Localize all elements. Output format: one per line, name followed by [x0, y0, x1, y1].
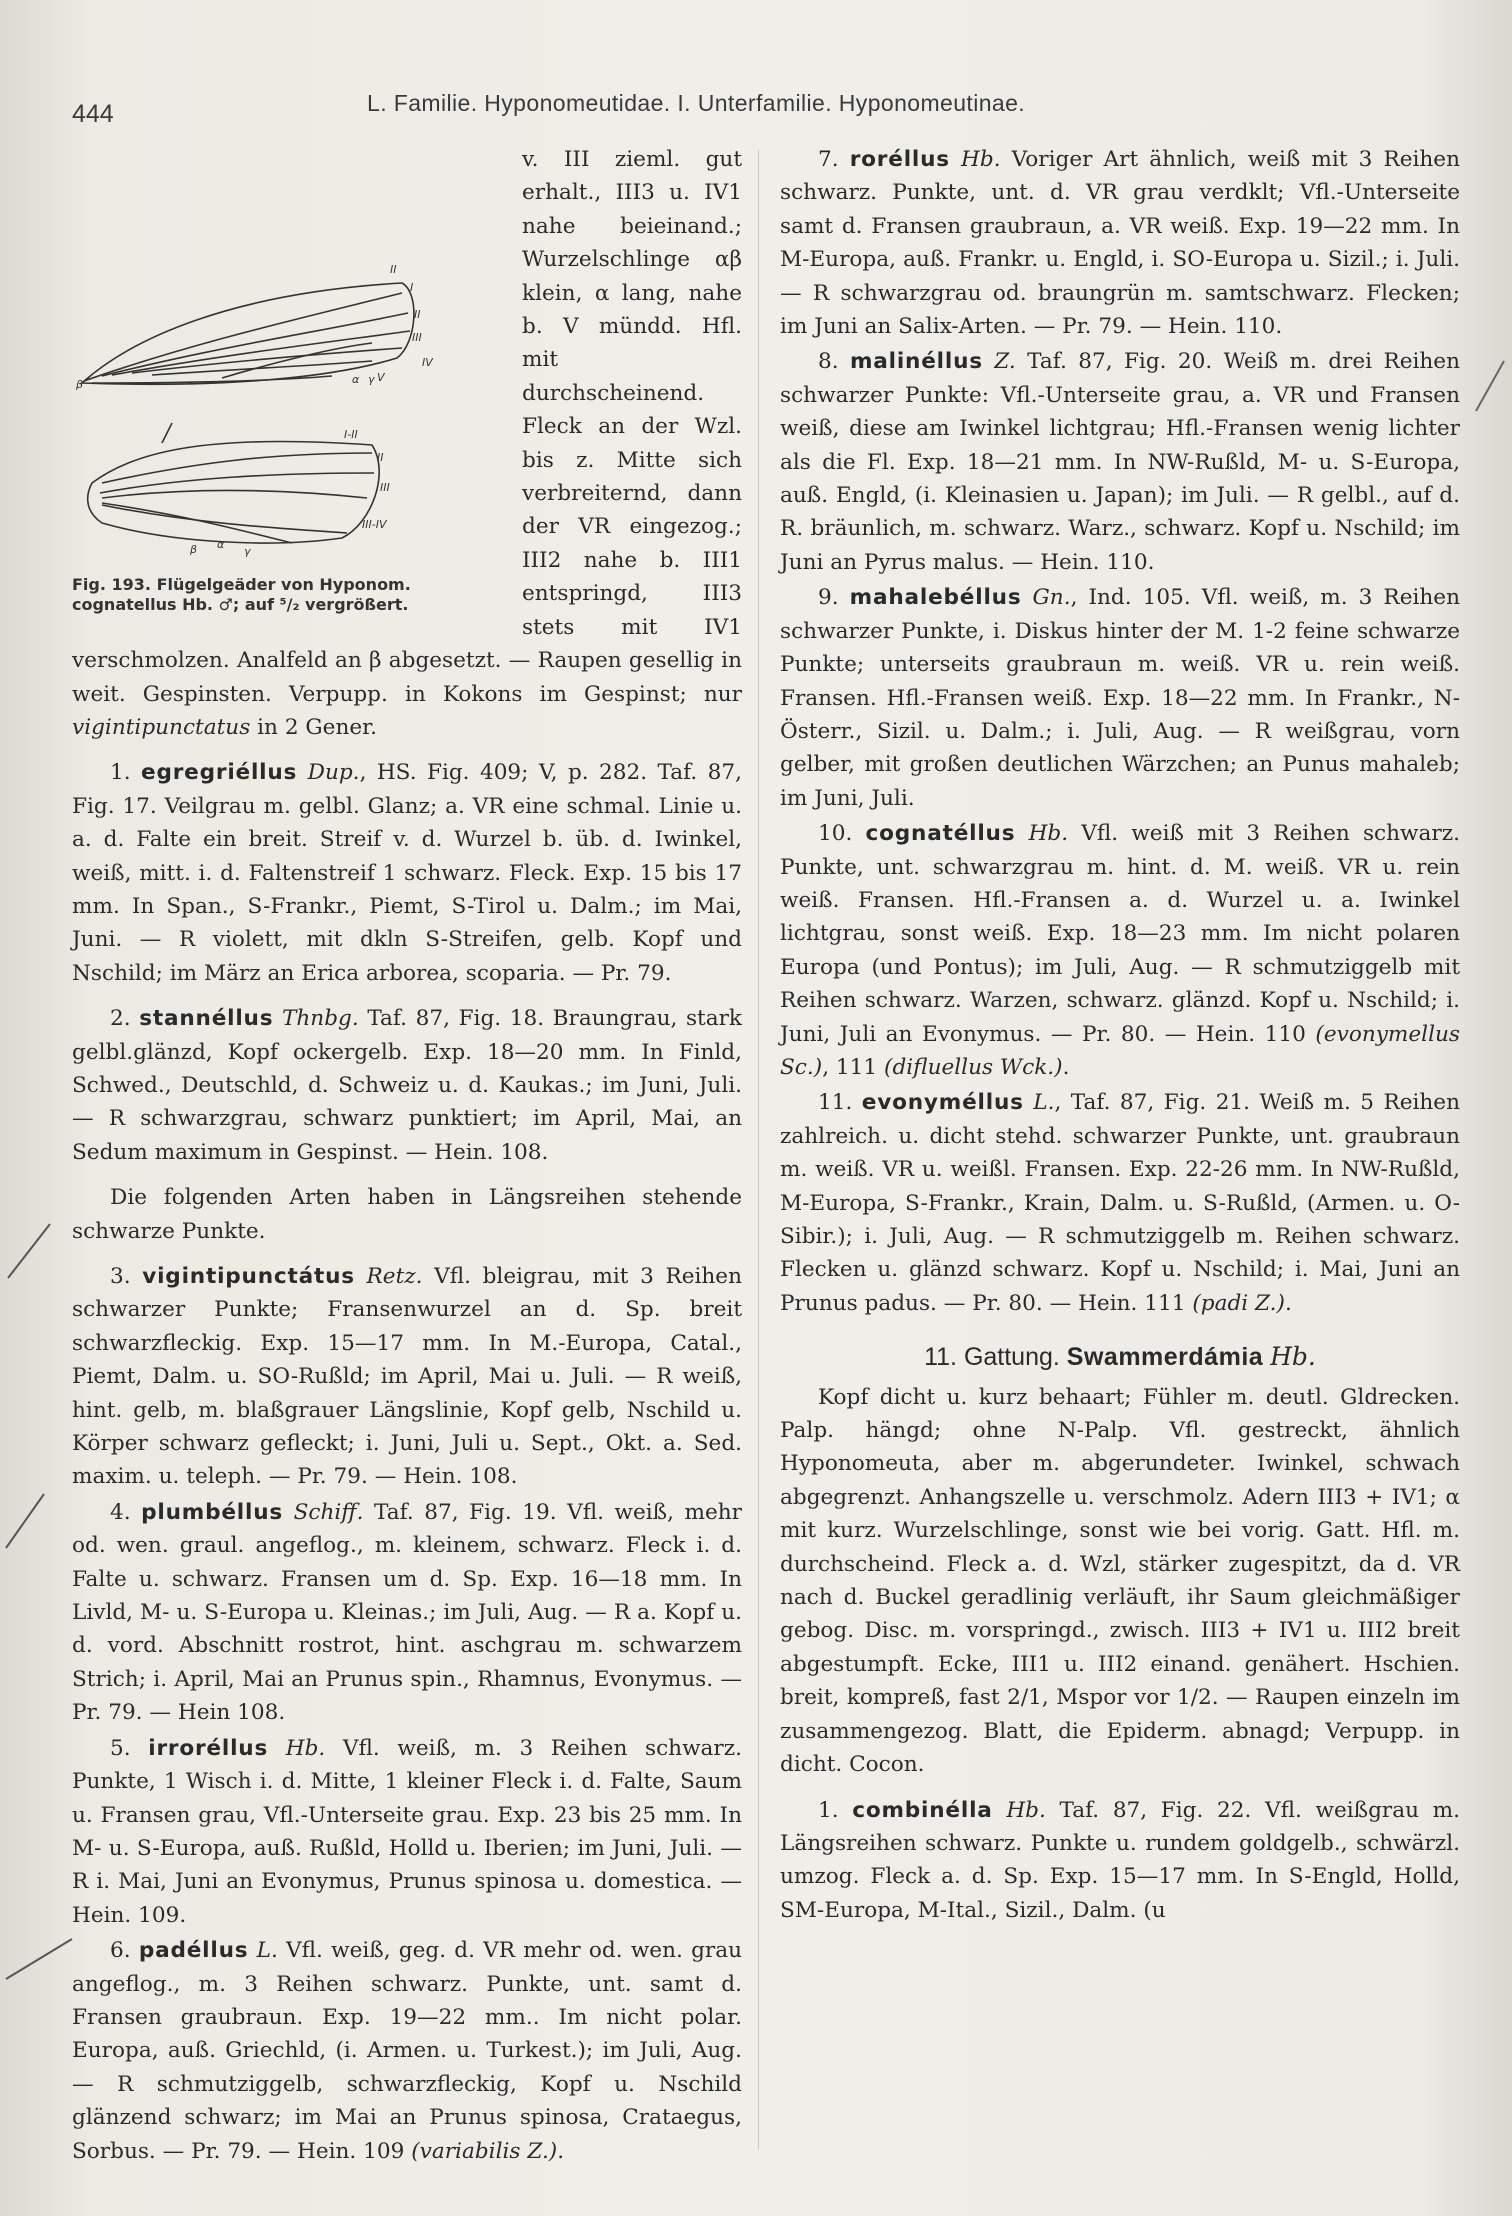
- genus-description: v. III zieml. gut erhalt., III3 u. IV1 nahe beieinand.; Wurzelschlinge αβ klein, α lang, nahe b. V mündd. Hfl. mit durchscheinend. Fleck an der Wzl. bis z. Mitte sich verbreiternd, dann der VR eingezog.; III2 nahe b. III1 entspringd, III3 stets mit IV1 verschmolzen. Analfeld an β abgesetzt. — Raupen gesellig in weit. Gespinsten. Verpupp. in Kokons im Gespinst; nur vigintipunctatus in 2 Gener.: [72, 147, 742, 740]
- figure-caption: Fig. 193. Flügelgeäder von Hyponom. cognatellus Hb. ♂; auf ⁵/₂ vergrößert.: [72, 575, 411, 614]
- vein-label: II: [414, 308, 421, 321]
- page-number: 444: [72, 100, 114, 128]
- species-entry: 9. mahalebéllus Gn., Ind. 105. Vfl. weiß, m. 3 Reihen schwarzer Punkte, i. Diskus hinter der M. 1-2 feine schwarze Punkte; unterseits graubraun m. weiß. VR u. rein weiß. Fransen. Hfl.-Fransen weiß. Exp. 18—22 mm. In Frankr., N-Österr., Sizil. u. Dalm.; i. Juli, Aug. — R weißgrau, vorn gelber, mit großen deutlichen Wärzchen; an Punus mahaleb; im Juni, Juli.: [780, 585, 1460, 811]
- species-name: plumbéllus: [141, 1499, 284, 1525]
- vein-label: I-II: [344, 428, 358, 441]
- species-name: roréllus: [849, 147, 950, 172]
- species-entry: 3. vigintipunctátus Retz. Vfl. bleigrau, mit 3 Reihen schwarzer Punkte; Fransenwurzel an d. Sp. breit schwarzfleckig. Exp. 15—17 mm. In M.-Europa, Catal., Piemt, Dalm. u. SO-Rußld; im April, Mai u. Juli. — R weiß, hint. gelb, m. blaßgrauer Längslinie, Kopf gelb, Nschild u. Körper schwarz gefleckt; i. Juni, Juli u. Sept., Okt. a. Sed. maxim. u. teleph. — Pr. 79. — Hein. 108.: [72, 1264, 742, 1490]
- species-name: padéllus: [138, 1938, 249, 1964]
- species-entry: 4. plumbéllus Schiff. Taf. 87, Fig. 19. Vfl. weiß, mehr od. wen. graul. angeflog., m. kleinem, schwarz. Fleck i. d. Falte u. schwarz. Fransen um d. Sp. Exp. 16—18 mm. In Livld, M- u. S-Europa u. Kleinas.; im Juli, Aug. — R a. Kopf u. d. vord. Abschnitt rostrot, hint. aschgrau m. schwarzem Strich; i. April, Mai an Prunus spin., Rhamnus, Evonymus. — Pr. 79. — Hein 108.: [72, 1499, 742, 1726]
- genus-heading: 11. Gattung. Swammerdámia Hb.: [924, 1342, 1316, 1372]
- wing-venation-figure: [72, 143, 512, 623]
- vein-label: α: [217, 538, 225, 551]
- species-name: irroréllus: [148, 1735, 269, 1761]
- genus-name: Swammerdámia: [1066, 1343, 1264, 1372]
- species-entry: 6. padéllus L. Vfl. weiß, geg. d. VR mehr od. wen. grau angeflog., m. 3 Reihen schwarz. Punkte, unt. samt d. Fransen graubraun. Exp. 19—22 mm.. Im nicht polar. Europa, auß. Griechld, (i. Armen. u. Turkest.); im Juli, Aug. — R schmutziggelb, schwarzfleckig, Kopf u. Nschild glänzend schwarz; im Mai an Prunus spinosa, Crataegus, Sorbus. — Pr. 79. — Hein. 109 (variabilis Z.).: [72, 1938, 742, 2164]
- species-name: combinélla: [852, 1797, 993, 1823]
- vein-label: III: [412, 331, 422, 344]
- vein-label: V: [377, 371, 385, 384]
- vein-label: α: [352, 373, 360, 386]
- species-entry: 10. cognatéllus Hb. Vfl. weiß mit 3 Reihen schwarz. Punkte, unt. schwarzgrau m. hint. d. M. weiß. VR u. rein weiß. Fransen. Hfl.-Fransen a. d. Wurzel u. a. Iwinkel lichtgrau, sonst weiß. Exp. 18—23 mm. Im nicht polaren Europa (und Pontus); im Juli, Aug. — R schmutziggelb mit Reihen schwarz. Warzen, schwarz. glänzd. Kopf u. Nschild; i. Juni, Juli an Evonymus. — Pr. 80. — Hein. 110 (evonymellus Sc.), 111 (difluellus Wck.).: [780, 821, 1460, 1080]
- species-name: stannéllus: [139, 1006, 274, 1032]
- species-name: malinéllus: [849, 349, 983, 375]
- vein-label: β: [190, 543, 198, 556]
- species-entry: 7. roréllus Hb. Voriger Art ähnlich, weiß mit 3 Reihen schwarz. Punkte, unt. d. VR grau verdklt; Vfl.-Unterseite samt d. Fransen graubraun, a. VR weiß. Exp. 19—22 mm. In M-Europa, auß. Frankr. u. Engld, i. SO-Europa u. Sizil.; i. Juli. — R schwarzgrau od. braungrün m. samtschwarz. Flecken; im Juni an Salix-Arten. — Pr. 79. — Hein. 110.: [780, 147, 1460, 340]
- species-entry: 5. irroréllus Hb. Vfl. weiß, m. 3 Reihen schwarz. Punkte, 1 Wisch i. d. Mitte, 1 kleiner Fleck i. d. Falte, Saum u. Fransen grau, Vfl.-Unterseite grau. Exp. 23 bis 25 mm. In M- u. S-Europa, auß. Rußld, Holld u. Iberien; im Juni, Juli. — R i. Mai, Juni an Evonymus, Prunus spinosa u. domestica. — Hein. 109.: [72, 1735, 742, 1928]
- column-separator: [758, 150, 759, 2150]
- right-column: [780, 143, 1460, 1927]
- species-entry: 11. evonyméllus L., Taf. 87, Fig. 21. Weiß m. 5 Reihen zahlreich. u. dicht stehd. schwarzer Punkte, unt. graubraun m. weiß. VR u. weißl. Fransen. Exp. 22-26 mm. In NW-Rußld, M-Europa, S-Frankr., Krain, Dalm. u. S-Rußld, (Armen. u. O-Sibir.); i. Juli, Aug. — R schmutziggelb m. Reihen schwarz. Flecken u. glänzd schwarz. Kopf u. Nschild; i. Mai, Juni an Prunus padus. — Pr. 80. — Hein. 111 (padi Z.).: [780, 1090, 1460, 1316]
- vein-label: II: [377, 451, 384, 464]
- vein-label: γ: [244, 545, 251, 558]
- species-entry: 1. egregriéllus Dup., HS. Fig. 409; V, p. 282. Taf. 87, Fig. 17. Veilgrau m. gelbl. Glanz; a. VR eine schmal. Linie u. a. d. Falte ein breit. Streif v. d. Wurzel b. üb. d. Iwinkel, weiß, mitt. i. d. Faltenstreif 1 schwarz. Fleck. Exp. 15 bis 17 mm. In Span., S-Frankr., Piemt, S-Tirol u. Dalm.; im Mai, Juni. — R violett, mit dkln S-Streifen, gelb. Kopf und Nschild; im März an Erica arborea, scoparia. — Pr. 79.: [72, 760, 742, 986]
- pencil-mark-icon: [0, 1490, 60, 1550]
- pencil-mark-icon: [1470, 355, 1510, 415]
- vein-label: γ: [368, 373, 375, 386]
- left-column: [72, 143, 742, 2168]
- vein-label: III-IV: [362, 518, 387, 531]
- species-entry: 1. combinélla Hb. Taf. 87, Fig. 22. Vfl. weißgrau m. Längsreihen schwarz. Punkte u. rundem goldgelb., schwärzl. umzog. Fleck a. d. Sp. Exp. 15—17 mm. In S-Engld, Holld, SM-Europa, M-Ital., Sizil., Dalm. (u: [780, 1797, 1461, 1923]
- header-title: L. Familie. Hyponomeutidae. I. Unterfamilie. Hyponomeutinae.: [367, 90, 1026, 116]
- pencil-mark-icon: [0, 1220, 60, 1280]
- vein-label: β: [76, 378, 84, 391]
- vein-label: I: [410, 281, 414, 294]
- running-header: [72, 86, 1472, 126]
- vein-label: IV: [422, 356, 433, 369]
- vein-label: III: [380, 481, 390, 494]
- transition-text: Die folgenden Arten haben in Längsreihen stehende schwarze Punkte.: [72, 1185, 742, 1244]
- species-name: egregriéllus: [141, 760, 298, 786]
- species-entry: 8. malinéllus Z. Taf. 87, Fig. 20. Weiß m. drei Reihen schwarzer Punkte: Vfl.-Unterseite grau, a. VR und Fransen weiß, diese am Iwinkel lichtgrau; Hfl.-Fransen wenig lichter als die Fl. Exp. 18—21 mm. In NW-Rußld, M- u. S-Europa, auß. Engld, (i. Kleinasien u. Japan); im Juli. — R gelbl., auf d. R. bräunlich, m. schwarz. Warz., schwarz. Kopf u. Nschild; im Juni an Pyrus malus. — Hein. 110.: [780, 349, 1460, 575]
- species-name: vigintipunctátus: [142, 1264, 355, 1289]
- wing-diagram-icon: [72, 143, 512, 573]
- species-name: mahalebéllus: [849, 585, 1022, 611]
- pencil-mark-icon: [0, 1935, 80, 1985]
- species-entry: 2. stannéllus Thnbg. Taf. 87, Fig. 18. Braungrau, stark gelbl.glänzd, Kopf ockergelb. Exp. 18—20 mm. In Finld, Schwed., Deutschld, d. Schweiz u. d. Kaukas.; im Juni, Juli. — R schwarzgrau, schwarz punktiert; im April, Mai, an Sedum maximum in Gespinst. — Hein. 108.: [72, 1006, 742, 1165]
- vein-label: II: [390, 263, 397, 276]
- species-name: cognatéllus: [865, 821, 1016, 847]
- genus-description: Kopf dicht u. kurz behaart; Fühler m. deutl. Gldrecken. Palp. hängd; ohne N-Palp. Vfl. gestreckt, ähnlich Hyponomeuta, aber m. abgerundeter. Iwinkel, schwach abgegrenzt. Anhangszelle u. verschmolz. Adern III3 + IV1; α mit kurz. Wurzelschlinge, sonst wie bei vorig. Gatt. Hfl. m. durchscheind. Fleck a. d. Wzl, stärker zugespitzt, da d. VR nach d. Buckel geradlinig verläuft, ihr Saum gleichmäßiger gebog. Disc. m. vorspringd., zwisch. III3 + IV1 u. III2 breit abgestumpft. Ecke, III1 u. III2 einand. genähert. Hschien. breit, kompreß, fast 2/1, Mspor vor 1/2. — Raupen einzeln im zusammengezog. Blatt, die Epiderm. abnagd; Verpupp. in dicht. Cocon.: [780, 1384, 1460, 1778]
- species-name: evonyméllus: [861, 1090, 1024, 1116]
